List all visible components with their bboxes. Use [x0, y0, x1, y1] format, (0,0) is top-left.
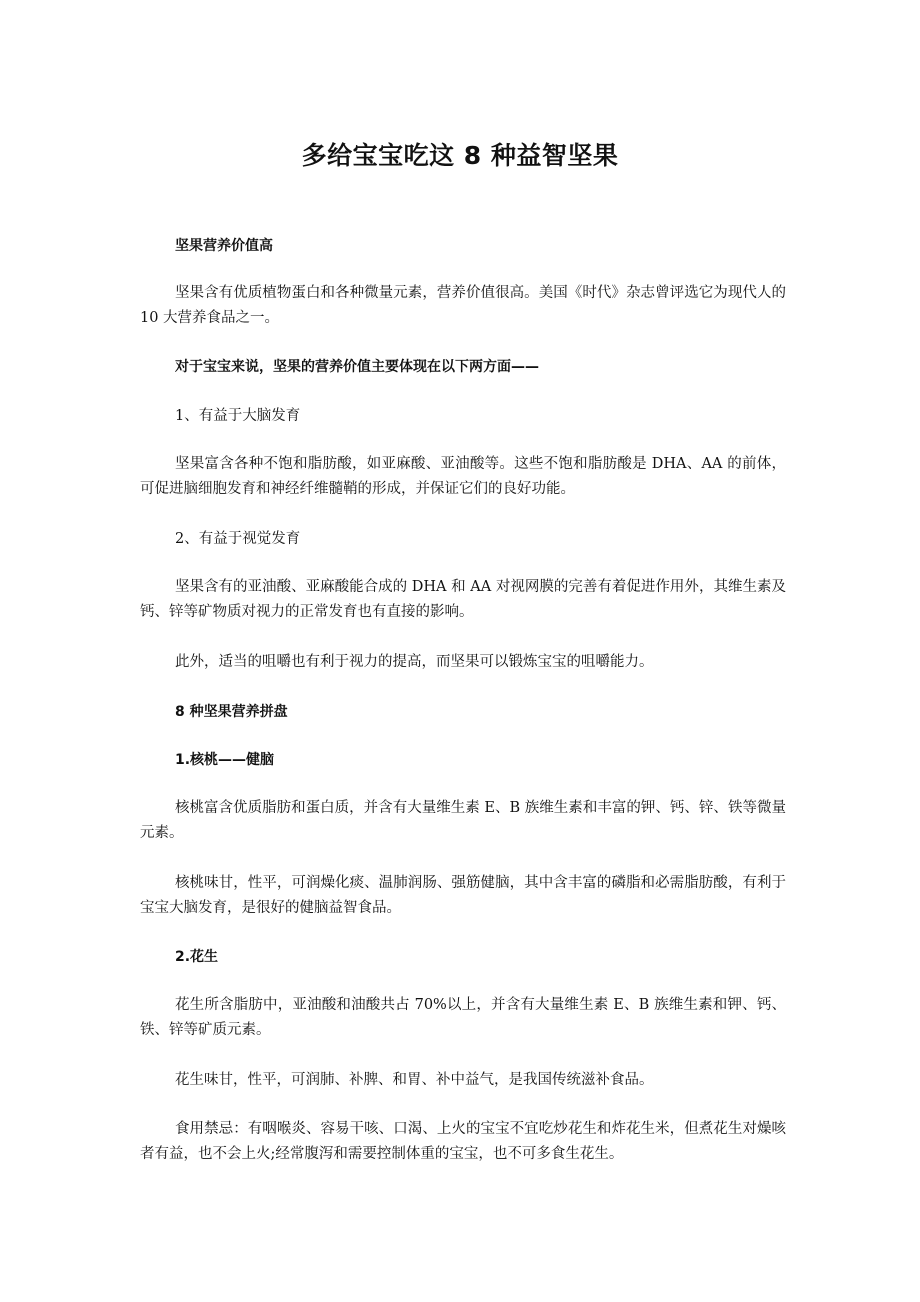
section-heading-nut-platter: 8 种坚果营养拼盘	[175, 704, 288, 720]
document-title: 多给宝宝吃这 8 种益智坚果	[301, 141, 619, 170]
subheading-peanut: 2.花生	[175, 949, 219, 965]
paragraph-peanut-properties: 花生味甘，性平，可润肺、补脾、和胃、补中益气，是我国传统滋补食品。	[175, 1072, 654, 1088]
paragraph-peanut-nutrients: 花生所含脂肪中，亚油酸和油酸共占 70%以上，并含有大量维生素 E、B 族维生素和钾、钙、铁、锌等矿质元素。	[140, 997, 786, 1038]
subheading-brain-development: 1、有益于大脑发育	[175, 408, 301, 424]
paragraph-retina: 坚果含有的亚油酸、亚麻酸能合成的 DHA 和 AA 对视网膜的完善有着促进作用外，其维生素及钙、锌等矿物质对视力的正常发育也有直接的影响。	[140, 579, 786, 620]
paragraph-fatty-acids: 坚果富含各种不饱和脂肪酸，如亚麻酸、亚油酸等。这些不饱和脂肪酸是 DHA、AA 的前体，可促进脑细胞发育和神经纤维髓鞘的形成，并保证它们的良好功能。	[140, 456, 786, 497]
subheading-walnut: 1.核桃——健脑	[175, 752, 275, 768]
section-heading-baby-benefits: 对于宝宝来说，坚果的营养价值主要体现在以下两方面——	[175, 359, 539, 375]
paragraph-nut-value: 坚果含有优质植物蛋白和各种微量元素，营养价值很高。美国《时代》杂志曾评选它为现代人的 10 大营养食品之一。	[140, 285, 786, 326]
paragraph-walnut-nutrients: 核桃富含优质脂肪和蛋白质，并含有大量维生素 E、B 族维生素和丰富的钾、钙、锌、铁等微量元素。	[140, 800, 786, 841]
paragraph-chewing: 此外，适当的咀嚼也有利于视力的提高，而坚果可以锻炼宝宝的咀嚼能力。	[175, 654, 654, 670]
section-heading-nut-nutrition: 坚果营养价值高	[175, 238, 273, 254]
paragraph-walnut-properties: 核桃味甘，性平，可润燥化痰、温肺润肠、强筋健脑，其中含丰富的磷脂和必需脂肪酸，有利于宝宝大脑发育，是很好的健脑益智食品。	[140, 875, 786, 916]
paragraph-peanut-contraindications: 食用禁忌：有咽喉炎、容易干咳、口渴、上火的宝宝不宜吃炒花生和炸花生米，但煮花生对燥咳者有益，也不会上火;经常腹泻和需要控制体重的宝宝，也不可多食生花生。	[140, 1121, 786, 1162]
subheading-vision-development: 2、有益于视觉发育	[175, 531, 301, 547]
